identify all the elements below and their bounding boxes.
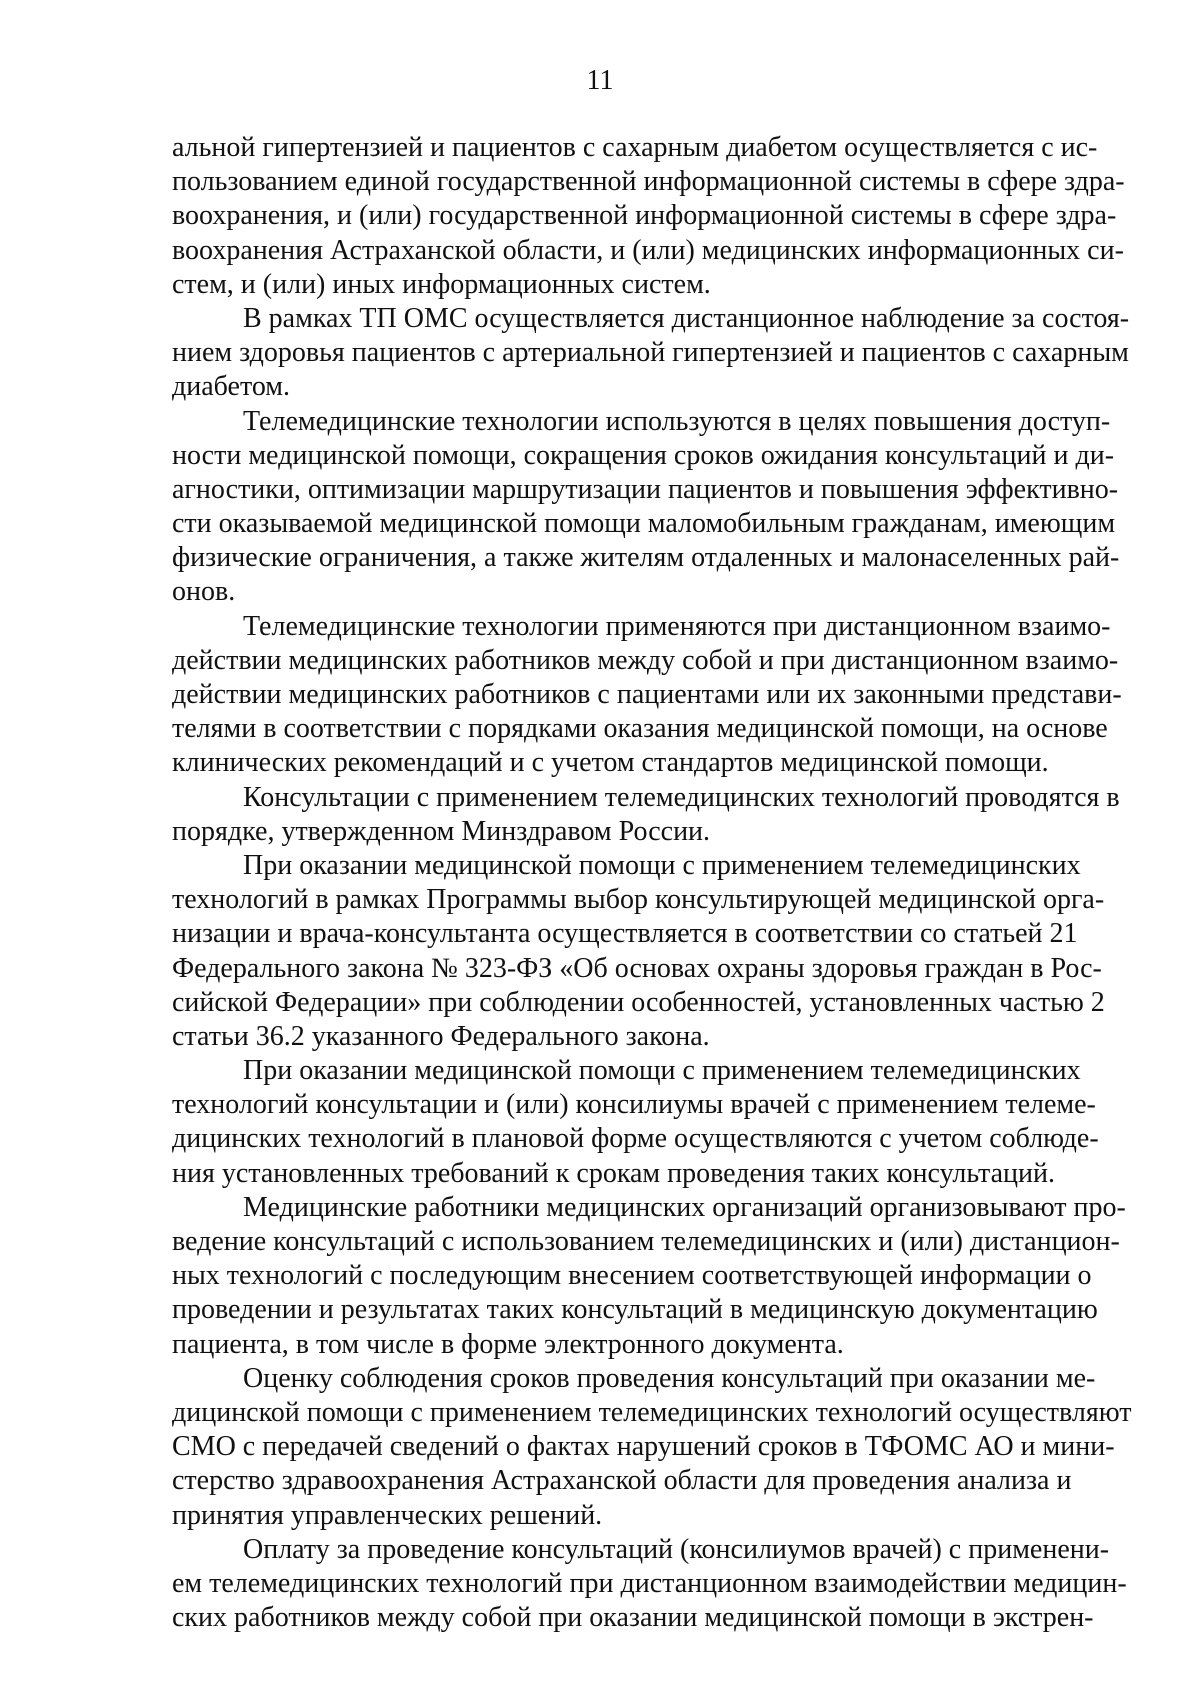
text-line: клинических рекомендаций и с учетом стандартов медицинской помощи. [172, 747, 1049, 779]
text-line: дицинской помощи с применением телемедицинских технологий осуществляют [172, 1396, 1132, 1428]
text-line: ных технологий с последующим внесением соответствующей информации о [172, 1260, 1092, 1292]
paragraph [172, 781, 1120, 849]
text-line: воохранения Астраханской области, и (или) медицинских информационных си- [172, 234, 1124, 266]
paragraph [172, 1054, 1099, 1191]
text-line: Федерального закона № 323-ФЗ «Об основах охраны здоровья граждан в Рос- [172, 952, 1102, 984]
paragraph [172, 1191, 1126, 1362]
text-line: сти оказываемой медицинской помощи маломобильным гражданам, имеющим [172, 508, 1116, 540]
text-line: Консультации с применением телемедицинских технологий проводятся в [243, 781, 1120, 813]
text-line: альной гипертензией и пациентов с сахарным диабетом осуществляется с ис- [172, 132, 1098, 163]
paragraph [172, 849, 1105, 1054]
text-line: ем телемедицинских технологий при дистанционном взаимодействии медицин- [172, 1567, 1127, 1599]
text-line: действии медицинских работников между собой и при дистанционном взаимо- [172, 644, 1119, 676]
document-body [172, 131, 1132, 1635]
text-line: В рамках ТП ОМС осуществляется дистанционное наблюдение за состоя- [243, 302, 1130, 334]
paragraph [172, 1533, 1127, 1636]
text-line: онов. [172, 576, 236, 608]
text-line: ских работников между собой при оказании медицинской помощи в экстрен- [172, 1602, 1094, 1634]
text-line: Медицинские работники медицинских организаций организовывают про- [243, 1191, 1126, 1223]
text-line: диабетом. [172, 371, 291, 403]
text-line: сийской Федерации» при соблюдении особенностей, установленных частью 2 [172, 986, 1105, 1018]
text-line: Телемедицинские технологии используются в целях повышения доступ- [243, 405, 1111, 437]
text-line: технологий в рамках Программы выбор консультирующей медицинской орга- [172, 884, 1105, 916]
text-line: ния установленных требований к срокам проведения таких консультаций. [172, 1157, 1055, 1189]
text-line: проведении и результатах таких консультаций в медицинскую документацию [172, 1294, 1098, 1326]
page-number: 11 [586, 65, 614, 96]
text-line: физические ограничения, а также жителям отдаленных и малонаселенных рай- [172, 542, 1120, 574]
paragraph [172, 405, 1120, 610]
text-line: статьи 36.2 указанного Федерального закона. [172, 1020, 710, 1052]
text-line: дицинских технологий в плановой форме осуществляются с учетом соблюде- [172, 1123, 1099, 1155]
text-line: нием здоровья пациентов с артериальной гипертензией и пациентов с сахарным [172, 337, 1129, 369]
paragraph [172, 610, 1122, 781]
text-line: При оказании медицинской помощи с применением телемедицинских [243, 849, 1081, 881]
paragraph [172, 131, 1125, 302]
text-line: ведение консультаций с использованием телемедицинских и (или) дистанцион- [172, 1226, 1120, 1257]
text-line: технологий консультации и (или) консилиумы врачей с применением телеме- [172, 1089, 1096, 1121]
text-line: телями в соответствии с порядками оказания медицинской помощи, на основе [172, 713, 1108, 745]
text-line: принятия управленческих решений. [172, 1499, 603, 1531]
text-line: порядке, утвержденном Минздравом России. [172, 815, 711, 847]
text-line: пациента, в том числе в форме электронного документа. [172, 1328, 844, 1360]
text-line: агностики, оптимизации маршрутизации пациентов и повышения эффективно- [172, 473, 1119, 505]
text-line: При оказании медицинской помощи с применением телемедицинских [243, 1055, 1081, 1087]
text-line: пользованием единой государственной информационной системы в сфере здра- [172, 166, 1125, 198]
text-line: воохранения, и (или) государственной информационной системы в сфере здра- [172, 200, 1117, 232]
paragraph [172, 1362, 1132, 1533]
text-line: Оценку соблюдения сроков проведения консультаций при оказании ме- [243, 1362, 1096, 1394]
text-line: стем, и (или) иных информационных систем. [172, 268, 711, 300]
text-line: ности медицинской помощи, сокращения сроков ожидания консультаций и ди- [172, 439, 1115, 471]
text-line: Телемедицинские технологии применяются при дистанционном взаимо- [243, 610, 1111, 642]
text-line: стерство здравоохранения Астраханской области для проведения анализа и [172, 1465, 1072, 1497]
text-line: СМО с передачей сведений о фактах нарушений сроков в ТФОМС АО и мини- [172, 1431, 1115, 1463]
text-line: Оплату за проведение консультаций (консилиумов врачей) с применени- [243, 1533, 1110, 1565]
paragraph [172, 302, 1130, 405]
text-line: действии медицинских работников с пациентами или их законными представи- [172, 679, 1122, 710]
text-line: низации и врача-консультанта осуществляется в соответствии со статьей 21 [172, 918, 1078, 950]
